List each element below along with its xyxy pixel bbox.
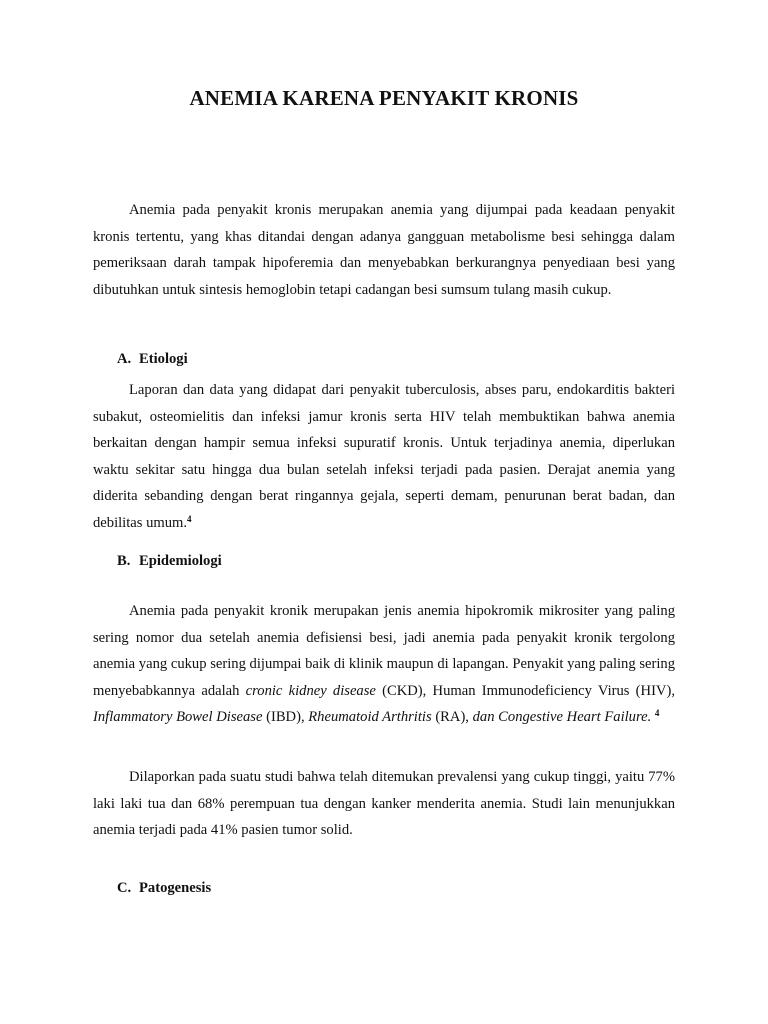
ckd-abbr: (CKD), Human Immunodeficiency Virus (HIV), — [382, 682, 675, 699]
document-title: ANEMIA KARENA PENYAKIT KRONIS — [189, 86, 579, 110]
ibd-abbr: (IBD), — [266, 709, 305, 726]
section-a-heading — [117, 351, 188, 368]
intro-text: Anemia pada penyakit kronis merupakan anemia yang dijumpai pada keadaan penyakit kronis tertentu, yang khas ditandai dengan adanya gangguan metabolisme besi sehingga dalam pemeriksaan darah tampak hipoferemia dan menyebabkan berkurangnya penyediaan besi yang dibutuhkan untuk sintesis hemoglobin tetapi cadangan besi sumsum tulang masih cukup. — [93, 202, 675, 298]
section-b-heading — [117, 553, 222, 570]
etiologi-paragraph — [93, 377, 675, 537]
section-b-number: B. — [117, 553, 131, 569]
section-a-number: A. — [117, 351, 132, 367]
epidemiologi-text: Anemia pada penyakit kronik merupakan jenis anemia hipokromik mikrositer yang paling sering nomor dua setelah anemia defisiensi besi, jadi anemia pada penyakit kronik tergolong anemia yang cukup sering dijumpai baik di klinik maupun di lapangan. Penyakit yang paling sering menyebabkannya adalah — [93, 603, 675, 699]
etiologi-text: Laporan dan data yang didapat dari penyakit tuberculosis, abses paru, endokarditis bakteri subakut, osteomielitis dan infeksi jamur kronis serta HIV telah membuktikan bahwa anemia berkaitan dengan hampir semua infeksi supuratif kronis. Untuk terjadinya anemia, diperlukan waktu sekitar satu hingga dua bulan setelah infeksi terjadi pada pasien. Derajat anemia yang diderita sebanding dengan berat ringannya gejala, seperti demam, penurunan berat badan, dan debilitas umum. — [93, 382, 675, 531]
section-a-title: Etiologi — [139, 351, 188, 367]
epidemiologi-citation: 4 — [654, 708, 660, 719]
etiologi-citation: 4 — [187, 513, 192, 524]
epidemiologi-paragraph-2 — [93, 764, 675, 844]
ckd-term: cronic kidney disease — [245, 682, 376, 699]
epidemiologi-paragraph-1 — [93, 598, 675, 731]
prevalence-text: Dilaporkan pada suatu studi bahwa telah ditemukan prevalensi yang cukup tinggi, yaitu 77% laki laki tua dan 68% perempuan tua dengan kanker menderita anemia. Studi lain menunjukkan anemia terjadi pada 41% pasien tumor solid. — [93, 769, 675, 839]
ibd-term: Inflammatory Bowel Disease — [93, 709, 263, 726]
ra-abbr: (RA), — [435, 709, 469, 726]
section-c-heading — [117, 880, 211, 897]
section-c-title: Patogenesis — [139, 880, 212, 896]
ra-term: Rheumatoid Arthritis — [308, 709, 432, 726]
section-c-number: C. — [117, 880, 132, 896]
chf-term: dan Congestive Heart Failure. — [472, 709, 652, 726]
section-b-title: Epidemiologi — [139, 553, 222, 569]
intro-paragraph — [93, 197, 675, 303]
